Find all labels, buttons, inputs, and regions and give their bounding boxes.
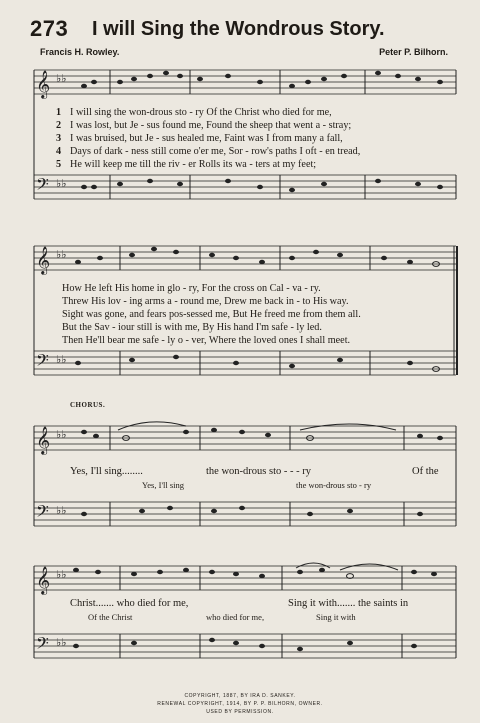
svg-text:𝄞: 𝄞 <box>36 428 51 454</box>
svg-text:♭♭: ♭♭ <box>56 505 67 517</box>
verse-line-2b: Threw His lov - ing arms a - round me, Drew me back in - to His way. <box>62 296 349 307</box>
verse-line-3: 3 I was bruised, but Je - sus healed me, Faint was I from many a fall, <box>56 133 343 144</box>
chorus-lyric-1a: Yes, I'll sing........ <box>70 466 143 477</box>
chorus-lyric-1b: the won-drous sto - - - ry <box>206 466 311 477</box>
chorus-bass-lyric-1b: the won-drous sto - ry <box>296 480 372 490</box>
svg-text:♭♭: ♭♭ <box>56 178 67 190</box>
svg-text:𝄞: 𝄞 <box>36 248 51 274</box>
copyright-line-2: RENEWAL COPYRIGHT, 1914, BY P. P. BILHORN, OWNER. <box>157 701 323 707</box>
svg-text:𝄢: 𝄢 <box>36 352 49 374</box>
chorus-bass-lyric-2c: Sing it with <box>316 612 356 622</box>
bass-clef-icon: 𝄢 <box>36 176 49 198</box>
treble-staff <box>34 70 456 94</box>
verse-line-2: 2 I was lost, but Je - sus found me, Found the sheep that went a - stray; <box>56 120 352 131</box>
hymn-number: 273 <box>30 16 69 41</box>
verse-line-1: 1 I will sing the won-drous sto - ry Of the Christ who died for me, <box>56 107 332 118</box>
verse-line-1b: How He left His home in glo - ry, For the cross on Cal - va - ry. <box>62 283 321 294</box>
verse-line-4: 4 Days of dark - ness still come o'er me, Sor - row's paths I oft - en tread, <box>56 146 361 157</box>
svg-text:♭♭: ♭♭ <box>56 637 67 649</box>
svg-text:♭♭: ♭♭ <box>56 73 67 85</box>
chorus-lyric-2b: Sing it with....... the saints in <box>288 598 409 609</box>
svg-text:♭♭: ♭♭ <box>56 249 67 261</box>
bass-staff <box>34 175 456 199</box>
svg-text:𝄢: 𝄢 <box>36 503 49 525</box>
svg-text:♭♭: ♭♭ <box>56 569 67 581</box>
svg-text:𝄢: 𝄢 <box>36 635 49 657</box>
treble-clef-icon: 𝄞 <box>36 72 51 98</box>
chorus-lyric-2a: Christ....... who died for me, <box>70 598 189 609</box>
verse-line-4b: But the Sav - iour still is with me, By His hand I'm safe - ly led. <box>62 322 322 333</box>
chorus-lyric-1c: Of the <box>412 466 439 477</box>
chorus-bass-lyric-2b: who died for me, <box>206 612 265 622</box>
svg-text:♭♭: ♭♭ <box>56 354 67 366</box>
svg-text:♭♭: ♭♭ <box>56 429 67 441</box>
lyricist: Francis H. Rowley. <box>40 47 120 57</box>
hymn-title: I will Sing the Wondrous Story. <box>92 18 385 40</box>
copyright-line-3: USED BY PERMISSION. <box>206 709 274 715</box>
composer: Peter P. Bilhorn. <box>379 47 448 57</box>
chorus-label: CHORUS. <box>70 401 106 409</box>
verse-line-3b: Sight was gone, and fears pos-sessed me, But He freed me from them all. <box>62 309 361 320</box>
chorus-bass-lyric-1a: Yes, I'll sing <box>142 480 184 490</box>
svg-text:𝄞: 𝄞 <box>36 568 51 594</box>
treble-notes <box>81 71 443 88</box>
copyright-line-1: COPYRIGHT, 1887, BY IRA D. SANKEY. <box>184 693 296 699</box>
verse-line-5: 5 He will keep me till the riv - er Rolls its wa - ters at my feet; <box>56 159 317 170</box>
verse-line-5b: Then He'll bear me safe - ly o - ver, Where the loved ones I shall meet. <box>62 335 351 346</box>
chorus-bass-lyric-2a: Of the Christ <box>88 612 133 622</box>
